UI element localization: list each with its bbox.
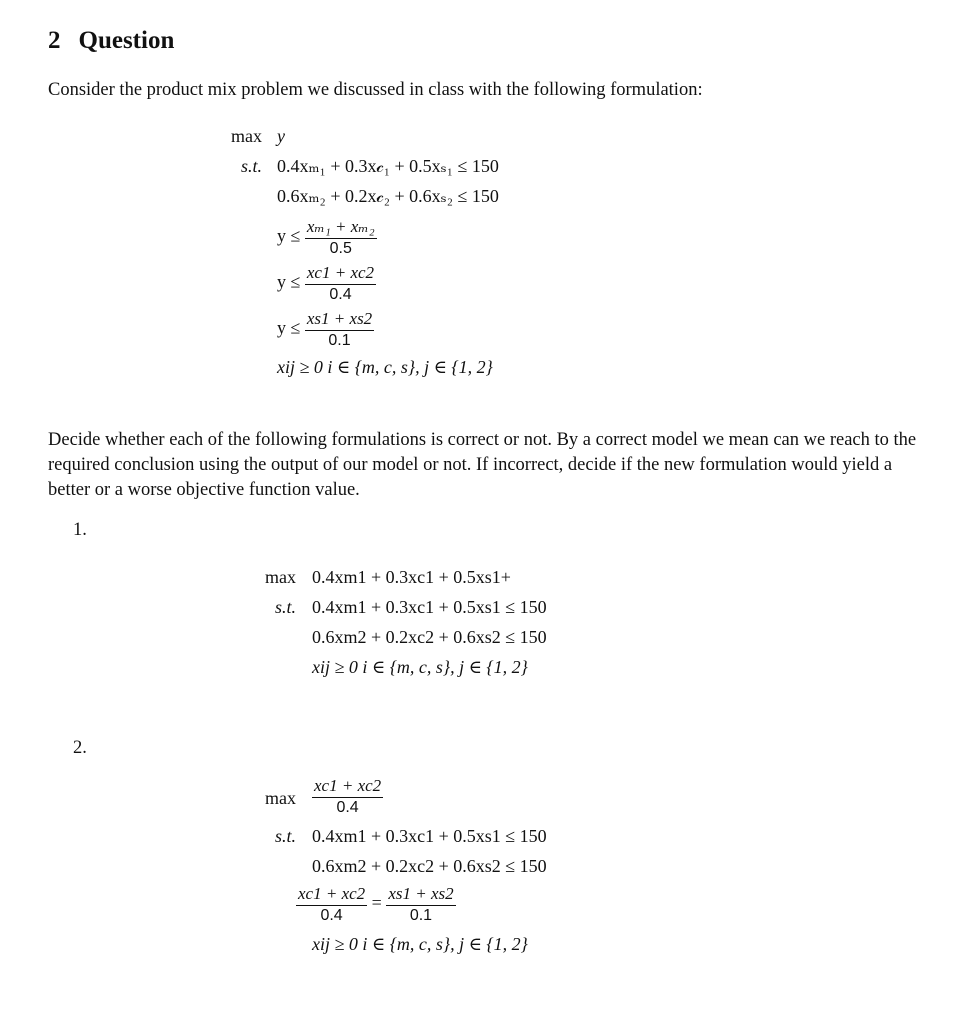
item-2-max-label: max — [265, 788, 296, 808]
intro-paragraph: Consider the product mix problem we discussed in class with the following formulation: — [48, 80, 703, 100]
item-1-max-label: max — [265, 567, 296, 587]
base-max-label: max — [231, 126, 262, 146]
item-2-number: 2. — [73, 738, 87, 758]
item-1-number: 1. — [73, 520, 87, 540]
item-1-objective: 0.4xm1 + 0.3xc1 + 0.5xs1+ — [312, 567, 511, 587]
item-1-constraint-1: 0.4xm1 + 0.3xc1 + 0.5xs1 ≤ 150 — [312, 597, 547, 617]
base-ratio-1: y ≤ $\frac{\text{xₘ₁ + xₘ₂}}{0.5}$ — [277, 217, 375, 257]
section-number: 2 — [48, 27, 61, 54]
base-ratio-2-frac: $\frac{xc1 + xc2}{0.4}$ — [306, 263, 375, 303]
item-2-eq-sign: = — [371, 892, 382, 913]
item-2-eq-left-frac: $\frac{xc1 + xc2}{0.4}$ — [298, 884, 366, 924]
item-2-eq-right-frac: $\frac{xs1 + xs2}{0.1}$ — [388, 884, 454, 924]
item-1-nonneg: xij ≥ 0 i ∈ {m, c, s}, j ∈ {1, 2} — [312, 657, 528, 677]
item-2-constraint-2: 0.6xm2 + 0.2xc2 + 0.6xs2 ≤ 150 — [312, 856, 547, 876]
base-ratio-3-frac: $\frac{xs1 + xs2}{0.1}$ — [306, 309, 373, 349]
item-2-constraint-1: 0.4xm1 + 0.3xc1 + 0.5xs1 ≤ 150 — [312, 826, 547, 846]
base-st-label: s.t. — [240, 156, 262, 176]
section-heading — [48, 27, 174, 55]
item-2-nonneg: xij ≥ 0 i ∈ {m, c, s}, j ∈ {1, 2} — [312, 934, 528, 954]
base-nonneg: xij ≥ 0 i ∈ {m, c, s}, j ∈ {1, 2} — [277, 357, 493, 377]
item-2-objective-frac: $\frac{xc1 + xc2}{0.4}$ — [314, 776, 382, 816]
base-constraint-2: 0.6xₘ₂ + 0.2x𝒸₂ + 0.6xₛ₂ ≤ 150 — [277, 186, 499, 206]
item-1-st-label: s.t. — [274, 597, 296, 617]
section-title: Question — [78, 27, 175, 54]
instructions-paragraph: Decide whether each of the following formulations is correct or not. By a correct model we mean can we reach to the required conclusion using the output of our model or not. If incorrect, decide if the new formulation would yield a better or a worse objective function value. — [48, 430, 917, 500]
item-2-equality — [296, 884, 456, 925]
item-1-constraint-2: 0.6xm2 + 0.2xc2 + 0.6xs2 ≤ 150 — [312, 627, 547, 647]
base-constraint-1: 0.4xₘ₁ + 0.3x𝒸₁ + 0.5xₛ₁ ≤ 150 — [277, 156, 499, 176]
item-2-objective — [312, 776, 383, 817]
base-ratio-2: y ≤ $\frac{xc1 + xc2}{0.4}$ — [277, 263, 375, 303]
base-ratio-1-frac: $\frac{\text{xₘ₁ + xₘ₂}}{0.5}$ — [306, 217, 375, 257]
item-2-st-label: s.t. — [274, 826, 296, 846]
base-objective: y — [277, 126, 285, 146]
base-ratio-3: y ≤ $\frac{xs1 + xs2}{0.1}$ — [277, 309, 373, 349]
